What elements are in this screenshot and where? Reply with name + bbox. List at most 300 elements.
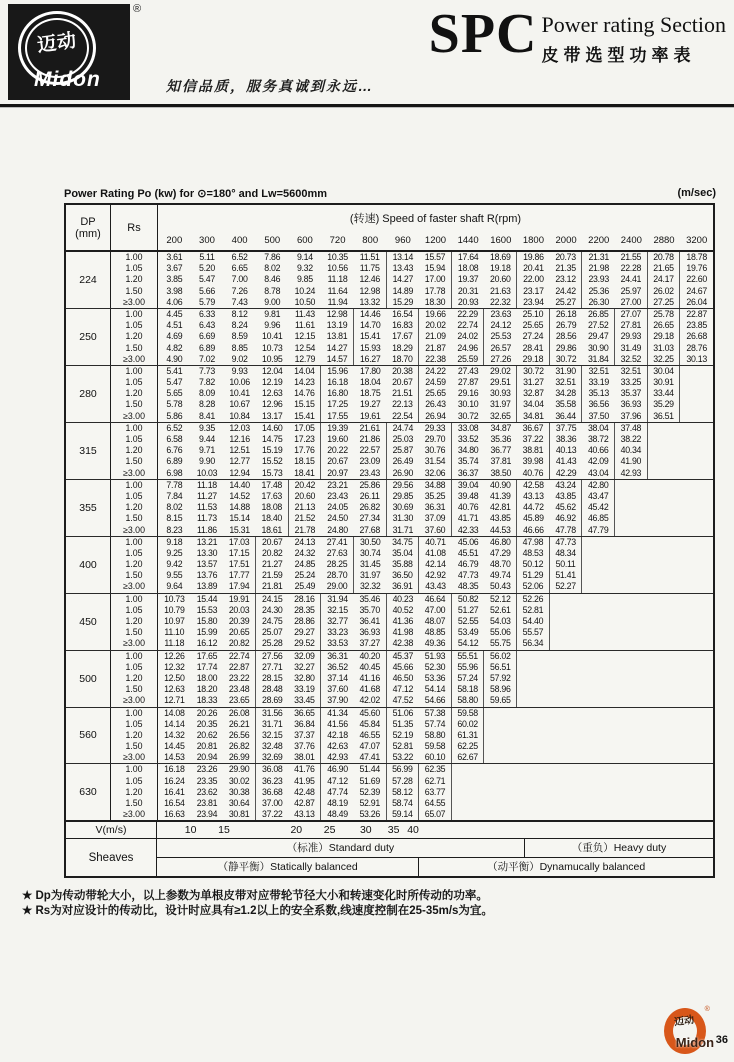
power-cell: 25.65 [517, 320, 550, 331]
power-cell: 45.66 [392, 661, 414, 672]
power-cell: 51.93 [419, 651, 452, 662]
power-cell: 36.93 [615, 399, 648, 410]
power-cell [680, 445, 713, 456]
rs-value: 1.20 [125, 672, 143, 683]
power-cell: 48.49 [327, 809, 348, 820]
power-cell: 17.67 [387, 331, 420, 342]
power-cell: 12.98 [321, 309, 354, 320]
power-cell [648, 673, 681, 684]
power-cell: 39.48 [457, 490, 479, 501]
rs-value: 1.20 [125, 445, 143, 456]
rs-value: 1.05 [125, 320, 143, 331]
power-cell [648, 491, 681, 502]
power-cell [582, 627, 615, 638]
power-cell: 23.43 [354, 468, 387, 479]
power-cell: 48.19 [327, 798, 348, 808]
power-cell: 27.87 [457, 377, 479, 388]
power-cell: 5.78 [166, 399, 183, 410]
rs-column [111, 594, 158, 650]
power-cell [517, 752, 550, 763]
power-cell [680, 388, 713, 399]
power-cell: 27.00 [615, 297, 648, 308]
power-cell: 19.18 [484, 263, 517, 274]
power-cell: 24.67 [686, 285, 707, 296]
power-cell [648, 627, 681, 638]
power-cell: 10.50 [294, 296, 316, 307]
power-cell: 17.64 [457, 252, 479, 262]
power-cell: 18.75 [359, 388, 381, 399]
power-cell [615, 741, 648, 752]
power-cell: 60.02 [452, 719, 485, 730]
power-cell: 39.04 [457, 479, 479, 490]
power-cell: 21.31 [588, 252, 609, 262]
power-cell: 13.17 [262, 410, 283, 421]
power-cell: 22.28 [615, 263, 648, 274]
power-cell: 36.44 [550, 411, 583, 422]
power-cell: 26.02 [648, 286, 681, 297]
rs-value: 1.00 [125, 764, 143, 775]
dp-value: 450 [66, 594, 111, 650]
power-cell: 30.72 [457, 410, 479, 421]
power-cell: 51.29 [517, 570, 550, 581]
rs-value: 1.20 [125, 502, 143, 513]
power-cell: 32.06 [419, 468, 452, 479]
power-cell: 23.43 [327, 490, 348, 501]
power-cell: 23.62 [196, 786, 218, 797]
power-cell [550, 638, 583, 649]
power-cell: 31.71 [262, 718, 283, 729]
power-cell: 26.82 [223, 741, 256, 752]
power-cell: 42.93 [615, 468, 648, 479]
power-cell: 35.58 [550, 399, 583, 410]
power-cell: 5.79 [199, 296, 215, 307]
power-cell [615, 673, 648, 684]
power-cell: 7.78 [166, 479, 183, 490]
power-cell: 37.48 [615, 423, 648, 434]
rs-value: 1.50 [125, 741, 143, 752]
power-cell [517, 719, 550, 730]
power-cell: 32.27 [289, 662, 322, 673]
power-cell: 59.58 [419, 741, 452, 752]
power-cell: 7.73 [199, 365, 215, 376]
power-cell: 8.24 [231, 320, 248, 331]
power-cell: 24.02 [452, 331, 485, 342]
power-cell: 59.14 [387, 809, 420, 820]
power-cell: 35.36 [490, 434, 512, 444]
power-cell: 12.51 [229, 445, 250, 456]
power-cell [680, 491, 713, 502]
power-cell [680, 581, 713, 592]
power-cell: 10.79 [164, 604, 185, 615]
power-cell: 8.02 [166, 502, 183, 513]
power-cell: 23.48 [223, 684, 256, 695]
power-cell [582, 570, 615, 581]
power-cell: 12.15 [294, 331, 316, 342]
power-cell: 9.85 [296, 274, 313, 285]
power-cell [648, 708, 681, 719]
power-cell: 45.84 [354, 719, 387, 730]
power-cell [680, 764, 713, 775]
power-cell: 24.96 [452, 343, 485, 354]
registered-trademark-icon: ® [133, 3, 142, 15]
power-cell: 37.37 [289, 730, 322, 741]
v-speed-mark: 10 [184, 824, 197, 837]
power-cell [615, 798, 648, 809]
power-cell: 9.81 [264, 308, 281, 319]
power-cell: 48.85 [419, 627, 452, 638]
power-cell: 12.16 [229, 434, 250, 444]
dp-value: 560 [66, 708, 111, 764]
power-cell: 54.66 [419, 695, 452, 706]
power-cell: 20.41 [523, 263, 544, 274]
power-cell [582, 764, 615, 775]
power-cell: 33.23 [327, 627, 348, 638]
power-cell: 47.78 [550, 525, 583, 536]
power-cell: 37.60 [327, 684, 348, 695]
power-cell: 52.19 [392, 729, 414, 740]
speed-header-title: (转速) Speed of faster shaft R(rpm) [349, 213, 522, 225]
power-cell: 12.98 [354, 286, 387, 297]
unit-label: (m/sec) [677, 187, 716, 199]
rs-column [111, 309, 158, 365]
power-cell: 31.54 [419, 456, 452, 467]
power-cell: 27.26 [490, 353, 512, 364]
power-cell: 32.52 [615, 354, 648, 365]
power-cell: 36.91 [387, 581, 420, 592]
power-cell: 33.44 [648, 388, 681, 399]
rs-value: 1.00 [125, 650, 143, 661]
power-cell: 45.62 [550, 502, 583, 513]
power-cell: 7.84 [166, 490, 183, 501]
dp-block-355 [66, 480, 713, 537]
power-cell: 22.60 [686, 274, 707, 285]
power-cell: 25.07 [262, 627, 283, 638]
power-cell [680, 548, 713, 559]
power-cell: 19.37 [457, 274, 479, 285]
power-cell [550, 741, 583, 752]
power-cell: 9.90 [199, 456, 215, 467]
power-cell: 26.56 [223, 730, 256, 741]
power-cell [680, 399, 713, 410]
rs-value: 1.20 [125, 274, 143, 285]
power-cell: 16.80 [327, 388, 348, 399]
power-cell: 40.52 [392, 604, 414, 615]
power-cell: 58.80 [419, 730, 452, 741]
power-cell [615, 651, 648, 662]
power-cell: 42.93 [327, 752, 348, 763]
dp-value: 280 [66, 366, 111, 422]
power-cell: 12.03 [229, 422, 250, 433]
power-cell [680, 570, 713, 581]
power-cell: 21.27 [262, 559, 283, 570]
rs-value: 1.50 [125, 399, 143, 410]
power-cell: 27.25 [648, 297, 681, 308]
power-cell: 28.76 [686, 342, 707, 353]
midon-footer-logo [662, 1006, 714, 1052]
power-cell [680, 605, 713, 616]
power-cell [615, 581, 648, 592]
power-cell: 32.15 [327, 604, 348, 615]
power-cell [680, 787, 713, 798]
power-cell: 40.34 [615, 445, 648, 456]
power-grid [158, 252, 713, 308]
power-cell: 4.90 [166, 353, 183, 364]
power-cell: 14.08 [164, 707, 185, 718]
power-cell [615, 570, 648, 581]
power-cell [680, 752, 713, 763]
power-cell: 46.85 [582, 513, 615, 524]
power-cell: 12.94 [229, 467, 250, 478]
power-cell [550, 776, 583, 787]
power-cell [582, 798, 615, 809]
power-cell: 34.75 [387, 537, 420, 548]
power-cell [615, 730, 648, 741]
power-cell [582, 695, 615, 706]
power-cell: 19.76 [686, 263, 707, 274]
power-cell: 18.08 [256, 502, 289, 513]
power-cell: 17.55 [327, 410, 348, 421]
power-cell [648, 594, 681, 605]
power-cell: 51.41 [550, 570, 583, 581]
power-cell: 9.32 [296, 263, 313, 274]
rs-value: 1.05 [125, 661, 143, 672]
power-rating-table [64, 203, 715, 878]
power-cell [582, 730, 615, 741]
power-cell: 16.54 [164, 798, 185, 808]
power-cell [680, 434, 713, 445]
power-cell: 23.22 [223, 673, 256, 684]
rs-value: ≥3.00 [123, 752, 145, 763]
power-cell: 11.18 [164, 638, 185, 649]
power-cell: 15.80 [196, 616, 218, 626]
power-cell: 31.97 [484, 399, 517, 410]
power-cell [648, 638, 681, 649]
power-cell: 47.98 [517, 537, 550, 548]
power-cell: 41.68 [354, 684, 387, 695]
power-cell: 18.41 [289, 468, 322, 479]
dp-value: 250 [66, 309, 111, 365]
speed-tick: 1600 [490, 234, 512, 246]
speed-tick: 2000 [555, 234, 577, 246]
power-cell: 16.24 [164, 775, 185, 786]
power-cell: 29.02 [484, 366, 517, 377]
power-cell [680, 468, 713, 479]
standard-duty-label: （标准）Standard duty [157, 839, 525, 857]
power-grid [158, 537, 713, 593]
power-cell: 38.72 [582, 434, 615, 445]
statically-balanced-label: （静平衡）Statically balanced [157, 858, 419, 876]
power-cell: 18.29 [387, 343, 420, 354]
power-cell: 41.76 [289, 764, 322, 775]
v-speed-mark: 25 [323, 824, 336, 837]
power-cell: 26.08 [223, 708, 256, 719]
power-cell [550, 627, 583, 638]
power-cell [550, 616, 583, 627]
power-cell: 23.85 [686, 320, 707, 331]
power-cell [517, 776, 550, 787]
power-cell: 47.12 [327, 775, 348, 786]
power-cell: 24.41 [615, 274, 648, 285]
power-cell: 37.90 [327, 695, 348, 706]
dp-block-400 [66, 537, 713, 594]
power-cell: 21.61 [354, 423, 387, 434]
power-cell: 30.69 [392, 502, 414, 513]
power-cell: 34.04 [523, 399, 544, 410]
power-cell: 40.71 [425, 536, 446, 547]
power-cell [582, 684, 615, 695]
power-cell: 40.90 [484, 480, 517, 491]
power-cell: 16.41 [164, 786, 185, 797]
power-cell: 37.50 [588, 410, 609, 421]
power-cell: 37.27 [354, 638, 387, 649]
power-cell: 35.13 [588, 388, 609, 399]
power-cell [680, 502, 713, 513]
power-cell [550, 684, 583, 695]
footer-logo-chinese-text: 迈动 [673, 1014, 695, 1029]
power-cell: 23.12 [550, 274, 583, 285]
power-cell: 57.24 [452, 673, 485, 684]
power-cell: 25.86 [354, 480, 387, 491]
power-cell: 22.74 [452, 320, 485, 331]
rs-value: ≥3.00 [123, 296, 145, 307]
power-cell: 36.65 [289, 708, 322, 719]
power-cell: 19.86 [523, 252, 544, 262]
power-cell: 7.26 [231, 285, 248, 296]
power-cell: 36.93 [354, 627, 387, 638]
power-cell: 53.36 [419, 673, 452, 684]
power-cell [615, 809, 648, 820]
power-cell: 40.13 [555, 445, 577, 456]
power-cell: 15.41 [359, 331, 381, 342]
power-cell [615, 752, 648, 763]
power-cell: 41.90 [615, 456, 648, 467]
rs-value: ≥3.00 [123, 353, 145, 364]
page-title [428, 3, 726, 66]
power-cell: 29.70 [419, 434, 452, 445]
power-cell: 59.65 [484, 695, 517, 706]
power-cell: 6.33 [199, 308, 215, 319]
power-cell: 14.53 [164, 752, 185, 763]
power-cell: 53.22 [392, 752, 414, 763]
power-cell [615, 502, 648, 513]
power-cell: 56.34 [517, 638, 550, 649]
rs-column [111, 651, 158, 707]
power-cell: 57.92 [484, 673, 517, 684]
power-cell: 12.63 [164, 684, 185, 695]
power-cell: 51.27 [457, 604, 479, 615]
power-cell: 36.67 [517, 423, 550, 434]
power-cell [452, 809, 485, 820]
power-cell: 36.23 [262, 775, 283, 786]
power-cell [550, 764, 583, 775]
power-cell [648, 651, 681, 662]
power-cell [680, 594, 713, 605]
power-cell [615, 537, 648, 548]
power-cell: 18.78 [686, 252, 707, 262]
power-cell: 14.60 [262, 422, 283, 433]
power-cell: 9.02 [231, 353, 248, 364]
power-cell [582, 662, 615, 673]
power-cell: 12.79 [294, 353, 316, 364]
power-cell: 12.96 [262, 399, 283, 410]
power-cell [680, 730, 713, 741]
power-cell: 49.74 [484, 570, 517, 581]
power-cell: 24.13 [294, 536, 316, 547]
power-cell: 22.29 [452, 309, 485, 320]
speed-tick: 800 [362, 234, 379, 246]
power-cell: 19.66 [425, 308, 446, 319]
power-cell [680, 423, 713, 434]
power-cell [517, 673, 550, 684]
power-cell [517, 708, 550, 719]
power-cell: 15.99 [196, 627, 218, 638]
rs-value: 1.20 [125, 331, 143, 342]
power-cell: 22.32 [484, 297, 517, 308]
power-cell: 42.02 [354, 695, 387, 706]
power-cell [680, 456, 713, 467]
power-cell: 12.04 [262, 365, 283, 376]
power-cell: 9.55 [166, 570, 183, 581]
speed-tick: 2880 [653, 234, 675, 246]
power-cell: 62.71 [419, 776, 452, 787]
power-cell: 36.52 [327, 661, 348, 672]
power-cell: 20.82 [262, 547, 283, 558]
power-cell: 12.77 [229, 456, 250, 467]
power-cell: 10.41 [229, 388, 250, 399]
power-cell: 21.87 [425, 342, 446, 353]
power-cell: 55.57 [517, 627, 550, 638]
power-cell: 26.11 [354, 491, 387, 502]
power-cell: 9.42 [166, 559, 183, 570]
power-cell: 28.69 [262, 695, 283, 706]
power-cell: 39.98 [517, 456, 550, 467]
power-cell: 36.31 [419, 502, 452, 513]
series-code: SPC [428, 3, 538, 65]
table-caption: Power Rating Po (kw) for ⊙=180° and Lw=5600mm [64, 188, 328, 200]
power-cell: 10.03 [196, 467, 218, 478]
power-cell [648, 752, 681, 763]
power-cell: 17.48 [256, 480, 289, 491]
power-cell: 37.96 [615, 411, 648, 422]
v-speed-mark: 15 [218, 824, 230, 837]
power-cell: 27.71 [262, 661, 283, 672]
rs-value: 1.50 [125, 285, 143, 296]
power-cell: 21.51 [387, 388, 420, 399]
power-cell: 11.94 [327, 296, 348, 307]
power-cell: 6.52 [231, 252, 248, 262]
rs-value: 1.50 [125, 513, 143, 524]
power-cell: 64.55 [419, 798, 452, 809]
rs-value: ≥3.00 [123, 467, 145, 478]
power-cell: 20.67 [327, 456, 348, 467]
power-cell: 12.50 [164, 672, 185, 683]
power-cell: 11.10 [164, 627, 185, 638]
power-cell: 9.96 [264, 320, 281, 331]
power-cell: 20.81 [196, 741, 218, 752]
power-cell: 19.91 [223, 594, 256, 605]
power-cell [680, 480, 713, 491]
power-cell: 7.43 [231, 296, 248, 307]
power-cell [550, 787, 583, 798]
power-cell: 20.65 [223, 627, 256, 638]
power-cell: 10.35 [327, 252, 348, 262]
power-cell [680, 798, 713, 809]
rs-value: 1.50 [125, 456, 143, 467]
power-cell: 24.15 [262, 593, 283, 604]
power-cell: 33.08 [457, 422, 479, 433]
power-cell: 22.87 [223, 662, 256, 673]
power-cell: 24.50 [327, 513, 348, 524]
